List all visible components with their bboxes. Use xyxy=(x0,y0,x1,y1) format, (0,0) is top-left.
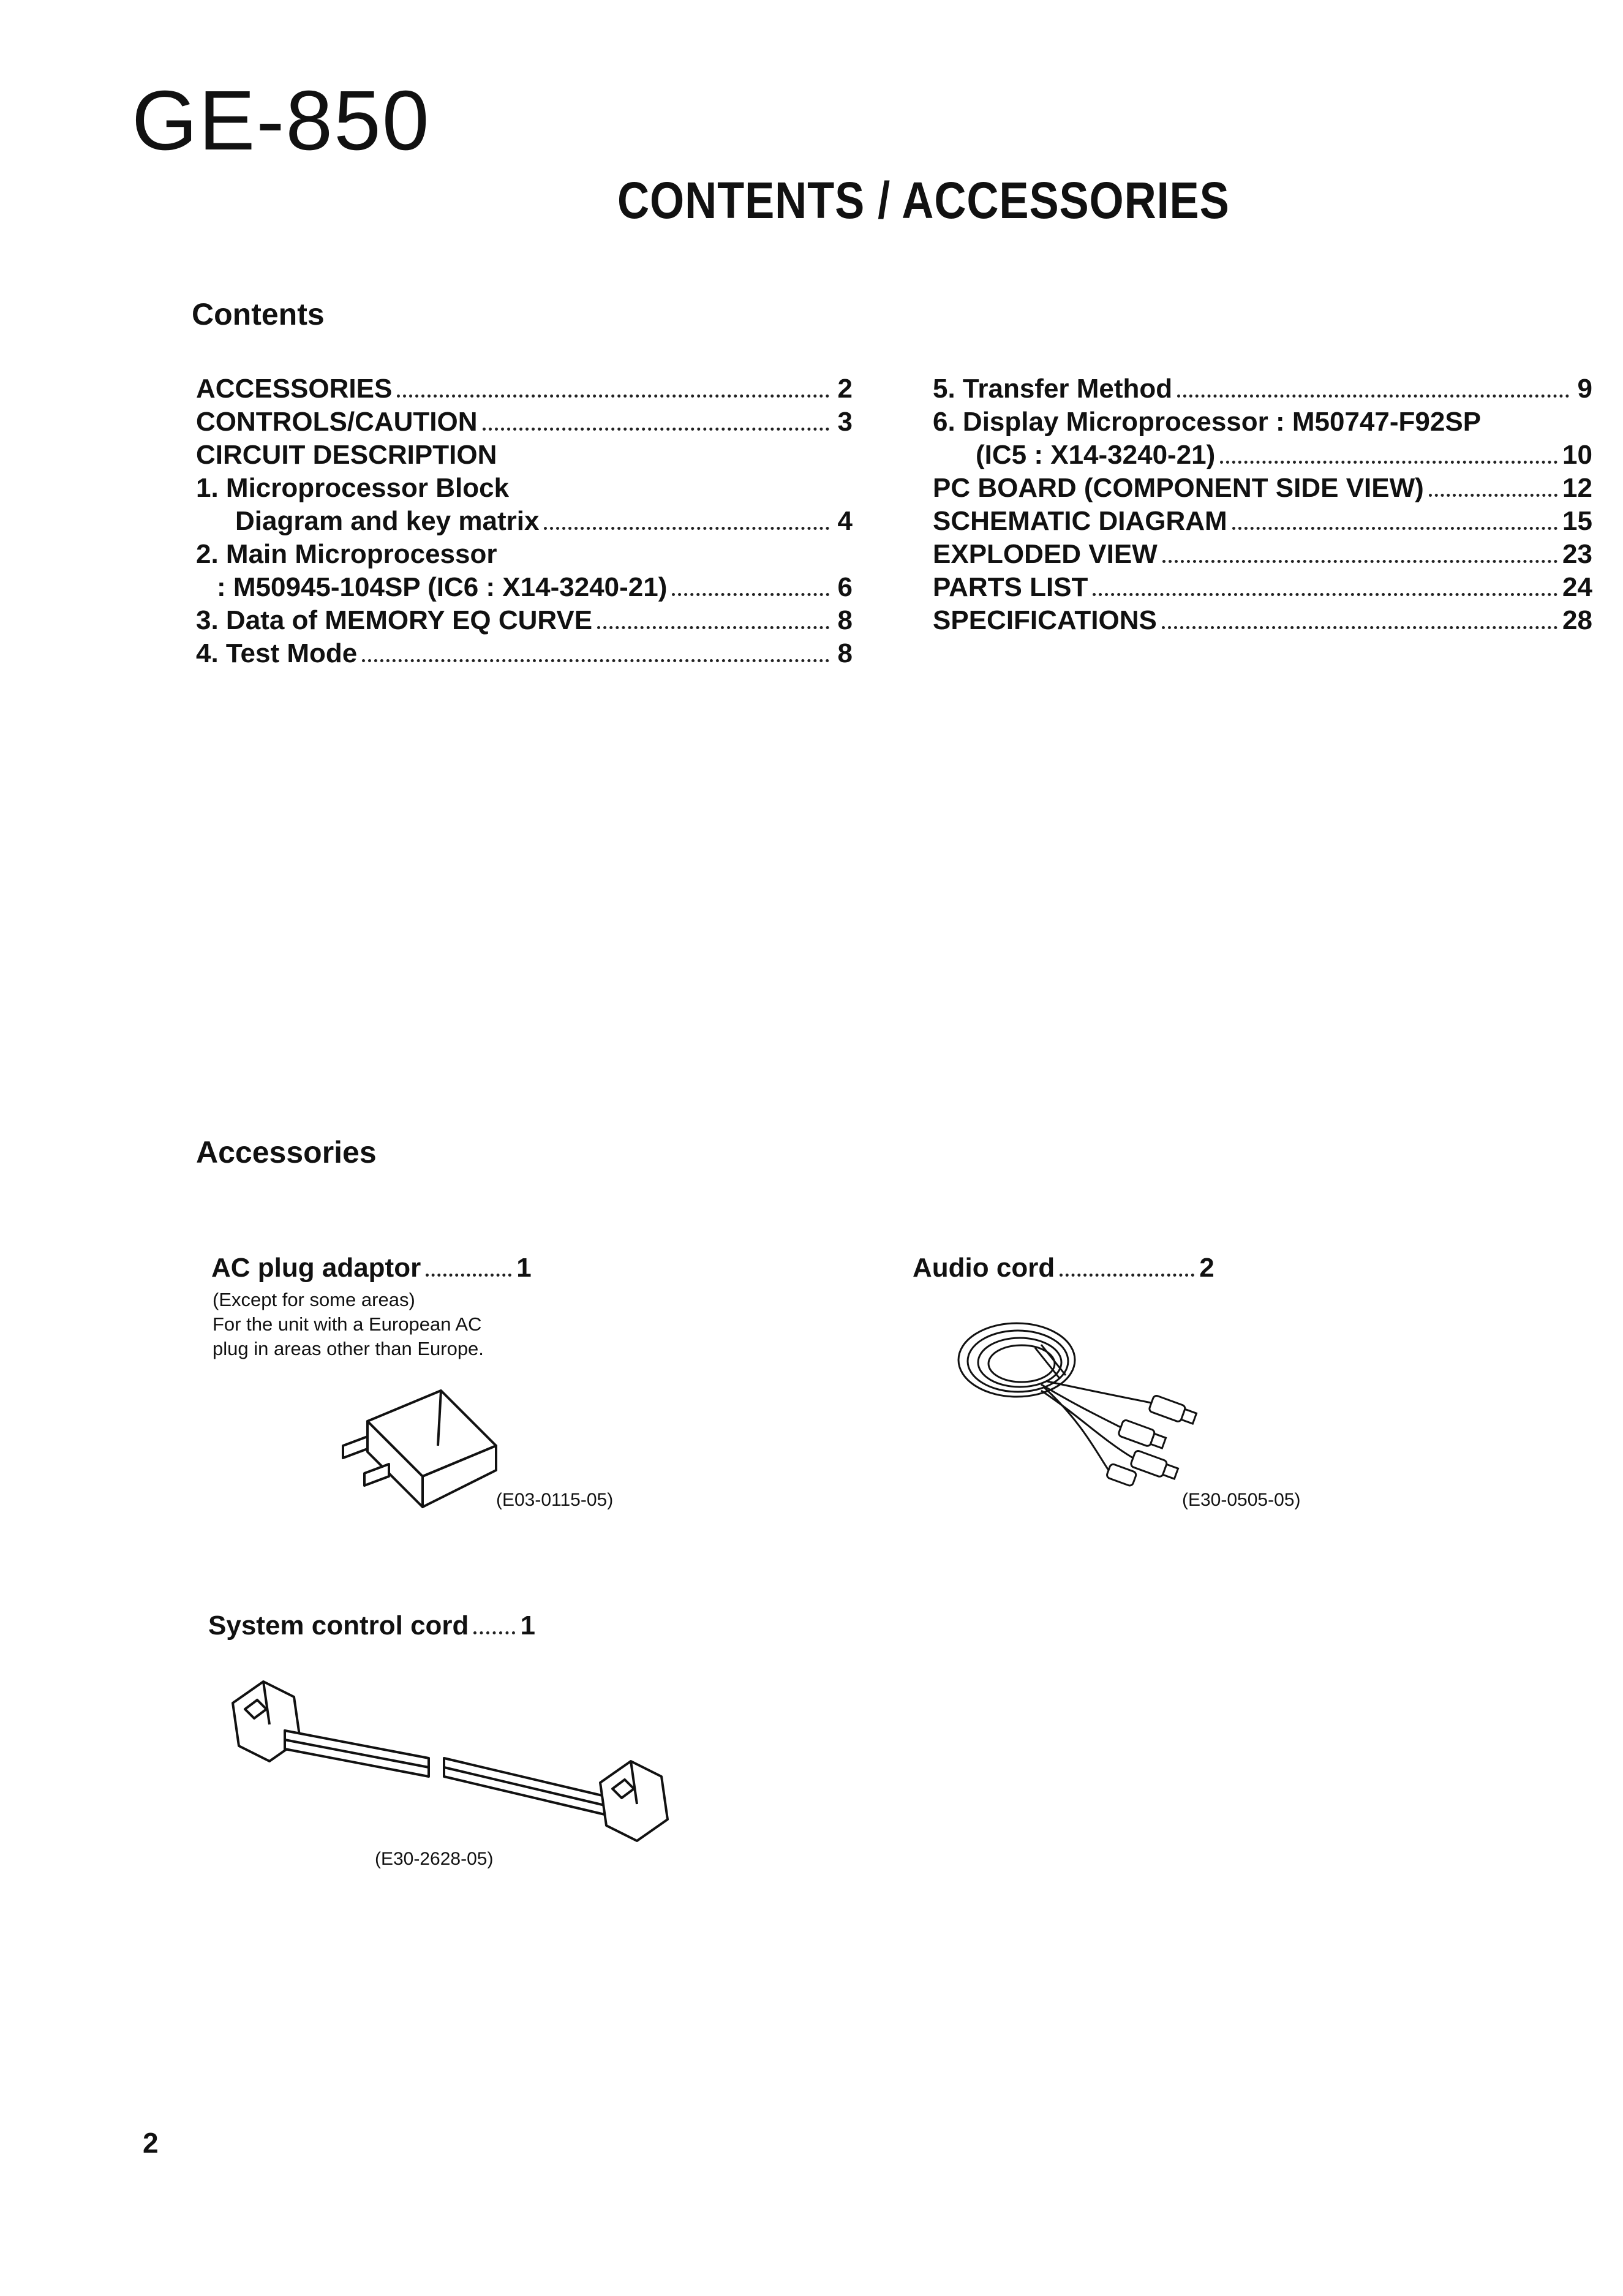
toc-leader xyxy=(544,527,829,530)
toc-leader xyxy=(1162,626,1557,629)
toc-entry-page: 2 xyxy=(837,374,853,404)
ac-plug-notes xyxy=(213,1288,484,1361)
item-name: AC plug adaptor xyxy=(211,1253,421,1283)
toc-entry-text: 5. Transfer Method xyxy=(933,374,1173,404)
toc-entry-page: 6 xyxy=(837,572,853,602)
note-line: For the unit with a European AC xyxy=(213,1313,482,1335)
toc-entry-text: ACCESSORIES xyxy=(196,374,393,404)
toc-entry-text: 6. Display Microprocessor : M50747-F92SP xyxy=(933,407,1482,437)
model-title: GE-850 xyxy=(132,74,431,168)
toc-entry[interactable] xyxy=(933,538,1592,571)
contents-heading: Contents xyxy=(192,297,325,331)
toc-entry-page: 24 xyxy=(1562,572,1592,602)
toc-entry-page: 8 xyxy=(837,605,853,635)
audio-cord-illustration xyxy=(949,1311,1213,1489)
toc-entry[interactable] xyxy=(196,472,853,505)
page-heading: CONTENTS / ACCESSORIES xyxy=(617,172,1230,229)
toc-leader xyxy=(483,428,829,431)
toc-entry[interactable] xyxy=(196,571,853,604)
toc-entry-text: 4. Test Mode xyxy=(196,638,358,668)
toc-group-heading xyxy=(196,439,853,472)
toc-entry-text: SCHEMATIC DIAGRAM xyxy=(933,506,1227,536)
item-leader xyxy=(473,1631,515,1634)
toc-entry-text: 1. Microprocessor Block xyxy=(196,473,510,503)
audio-cord-title xyxy=(913,1255,1214,1282)
toc-leader xyxy=(1429,494,1557,497)
toc-entry-text: (IC5 : X14-3240-21) xyxy=(976,440,1216,470)
system-cord-part-number: (E30-2628-05) xyxy=(375,1849,494,1869)
ac-plug-part-number: (E03-0115-05) xyxy=(496,1490,614,1510)
toc-entry-page: 23 xyxy=(1562,539,1592,569)
toc-entry-text: PC BOARD (COMPONENT SIDE VIEW) xyxy=(933,473,1424,503)
toc-entry-text: PARTS LIST xyxy=(933,572,1088,602)
item-name: System control cord xyxy=(208,1611,469,1641)
toc-entry-page: 3 xyxy=(837,407,853,437)
toc-entry[interactable] xyxy=(196,604,853,637)
toc-entry-text: EXPLODED VIEW xyxy=(933,539,1158,569)
toc-right-column xyxy=(933,372,1592,637)
toc-leader xyxy=(1177,395,1569,398)
toc-entry-text: Diagram and key matrix xyxy=(235,506,540,536)
toc-entry-text: CIRCUIT DESCRIPTION xyxy=(196,440,497,470)
toc-leader xyxy=(597,626,829,629)
item-qty: 1 xyxy=(516,1253,532,1283)
toc-entry[interactable] xyxy=(196,538,853,571)
toc-entry-page: 28 xyxy=(1562,605,1592,635)
ac-plug-adaptor-illustration xyxy=(331,1378,514,1519)
toc-entry-page: 15 xyxy=(1562,506,1592,536)
toc-leader xyxy=(672,593,829,596)
toc-leader xyxy=(1220,461,1557,464)
toc-entry-page: 12 xyxy=(1562,473,1592,503)
toc-entry[interactable] xyxy=(933,372,1592,406)
toc-entry[interactable] xyxy=(196,372,853,406)
toc-entry[interactable] xyxy=(933,604,1592,637)
toc-entry-text: 2. Main Microprocessor xyxy=(196,539,497,569)
toc-leader xyxy=(1162,560,1557,563)
toc-leader xyxy=(1232,527,1557,530)
toc-entry[interactable] xyxy=(196,637,853,670)
toc-leader xyxy=(1093,593,1557,596)
toc-entry-page: 9 xyxy=(1577,374,1592,404)
toc-entry[interactable] xyxy=(196,406,853,439)
toc-entry[interactable] xyxy=(196,505,853,538)
note-line: (Except for some areas) xyxy=(213,1289,415,1310)
item-qty: 1 xyxy=(520,1611,535,1641)
toc-entry-text: : M50945-104SP (IC6 : X14-3240-21) xyxy=(217,572,668,602)
toc-entry[interactable] xyxy=(933,472,1592,505)
toc-left-column xyxy=(196,372,853,670)
toc-entry-text: 3. Data of MEMORY EQ CURVE xyxy=(196,605,593,635)
toc-entry-page: 10 xyxy=(1562,440,1592,470)
toc-entry-page: 4 xyxy=(837,506,853,536)
toc-entry[interactable] xyxy=(933,406,1592,439)
note-line: plug in areas other than Europe. xyxy=(213,1338,484,1359)
toc-entry[interactable] xyxy=(933,571,1592,604)
item-leader xyxy=(1060,1274,1194,1277)
toc-entry-text: CONTROLS/CAUTION xyxy=(196,407,478,437)
toc-entry-page: 8 xyxy=(837,638,853,668)
accessories-heading: Accessories xyxy=(196,1135,377,1169)
item-leader xyxy=(426,1274,511,1277)
toc-leader xyxy=(362,659,829,662)
audio-cord-part-number: (E30-0505-05) xyxy=(1182,1490,1301,1510)
toc-leader xyxy=(397,395,829,398)
ac-plug-adaptor-title xyxy=(211,1255,532,1282)
page-number: 2 xyxy=(143,2127,159,2159)
toc-entry[interactable] xyxy=(933,439,1592,472)
toc-entry-text: SPECIFICATIONS xyxy=(933,605,1157,635)
system-control-cord-title xyxy=(208,1612,535,1639)
item-name: Audio cord xyxy=(913,1253,1055,1283)
toc-entry[interactable] xyxy=(933,505,1592,538)
item-qty: 2 xyxy=(1199,1253,1214,1283)
